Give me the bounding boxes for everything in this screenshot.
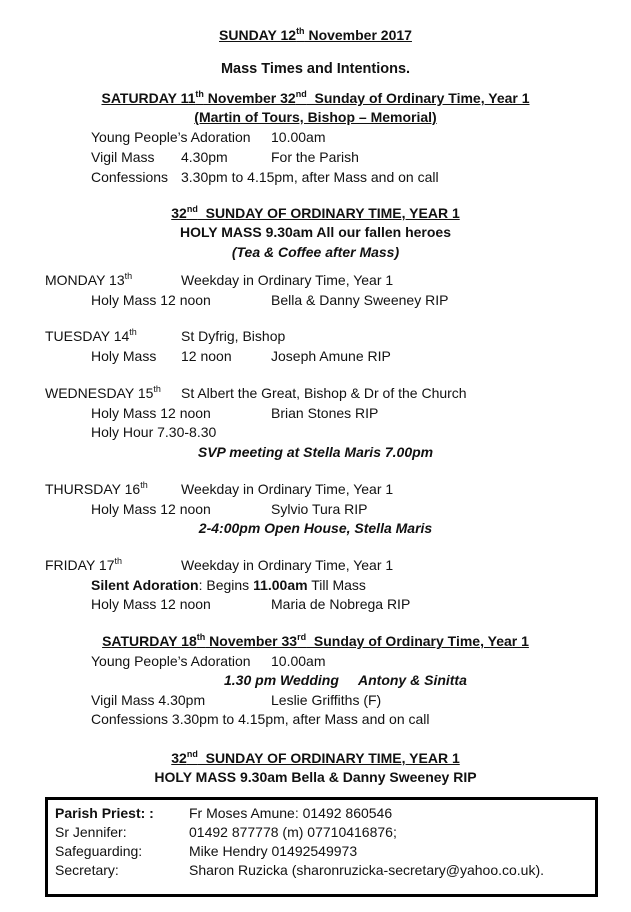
monday-mass: Holy Mass 12 noon xyxy=(91,292,211,308)
thursday-intention: Sylvio Tura RIP xyxy=(271,501,368,517)
sat11-vigil-label: Vigil Mass xyxy=(91,149,155,165)
friday-mass: Holy Mass 12 noon xyxy=(91,596,211,612)
sat11-vigil-intention: For the Parish xyxy=(271,149,359,165)
contact-value-secretary: Sharon Ruzicka (sharonruzicka-secretary@yahoo.co.uk). xyxy=(189,862,545,878)
sat11-adoration-label: Young People’s Adoration xyxy=(91,129,251,145)
tuesday-intention: Joseph Amune RIP xyxy=(271,348,391,364)
tuesday-mass-label: Holy Mass xyxy=(91,348,157,364)
wednesday-holy-hour: Holy Hour 7.30-8.30 xyxy=(91,424,217,440)
thursday-day: THURSDAY 16th xyxy=(45,480,148,497)
sunday-32b-mass: HOLY MASS 9.30am Bella & Danny Sweeney RIP xyxy=(154,769,477,785)
wednesday-day: WEDNESDAY 15th xyxy=(45,384,161,401)
sat11-adoration-time: 10.00am xyxy=(271,129,326,145)
contact-value-sister: 01492 877778 (m) 07710416876; xyxy=(189,824,397,840)
sat11-confessions-text: 3.30pm to 4.15pm, after Mass and on call xyxy=(181,169,439,185)
thursday-mass: Holy Mass 12 noon xyxy=(91,501,211,517)
monday-day: MONDAY 13th xyxy=(45,271,133,288)
tuesday-desc: St Dyfrig, Bishop xyxy=(181,328,286,344)
sat18-confessions: Confessions 3.30pm to 4.15pm, after Mass and on call xyxy=(91,711,430,727)
contact-label-sister: Sr Jennifer: xyxy=(55,824,127,840)
sat18-adoration-label: Young People’s Adoration xyxy=(91,653,251,669)
saturday-11-subtitle: (Martin of Tours, Bishop – Memorial) xyxy=(194,109,437,125)
sat11-vigil-time: 4.30pm xyxy=(181,149,228,165)
sat11-confessions-label: Confessions xyxy=(91,169,169,185)
sat18-wedding-couple: Antony & Sinitta xyxy=(358,672,467,688)
friday-intention: Maria de Nobrega RIP xyxy=(271,596,411,612)
sunday-32-mass: HOLY MASS 9.30am All our fallen heroes xyxy=(179,224,452,240)
thursday-event: 2-4:00pm Open House, Stella Maris xyxy=(198,520,433,536)
monday-intention: Bella & Danny Sweeney RIP xyxy=(271,292,449,308)
sunday-32b-heading: 32nd SUNDAY OF ORDINARY TIME, YEAR 1 xyxy=(171,749,460,766)
sat18-wedding-time: 1.30 pm Wedding xyxy=(224,672,339,688)
contact-label-safeguarding: Safeguarding: xyxy=(55,843,143,859)
page-title: Mass Times and Intentions. xyxy=(220,61,411,77)
contact-label-priest: Parish Priest: : xyxy=(55,805,154,821)
thursday-desc: Weekday in Ordinary Time, Year 1 xyxy=(181,481,394,497)
monday-desc: Weekday in Ordinary Time, Year 1 xyxy=(181,272,394,288)
friday-adoration: Silent Adoration: Begins 11.00am Till Mass xyxy=(91,577,366,593)
contact-value-safeguarding: Mike Hendry 01492549973 xyxy=(189,843,358,859)
contact-value-priest: Fr Moses Amune: 01492 860546 xyxy=(189,805,393,821)
tuesday-mass-time: 12 noon xyxy=(181,348,232,364)
tuesday-day: TUESDAY 14th xyxy=(45,327,137,344)
friday-day: FRIDAY 17th xyxy=(45,556,123,573)
sunday-32-heading: 32nd SUNDAY OF ORDINARY TIME, YEAR 1 xyxy=(171,204,460,221)
sat18-vigil-intention: Leslie Griffiths (F) xyxy=(271,692,382,708)
wednesday-event: SVP meeting at Stella Maris 7.00pm xyxy=(197,444,434,460)
sat18-adoration-time: 10.00am xyxy=(271,653,326,669)
saturday-11-heading: SATURDAY 11th November 32nd Sunday of Ordinary Time, Year 1 xyxy=(101,89,530,106)
friday-desc: Weekday in Ordinary Time, Year 1 xyxy=(181,557,394,573)
bulletin-date: SUNDAY 12th November 2017 xyxy=(219,26,412,43)
sunday-32-note: (Tea & Coffee after Mass) xyxy=(231,244,400,260)
sat18-vigil: Vigil Mass 4.30pm xyxy=(91,692,206,708)
wednesday-mass: Holy Mass 12 noon xyxy=(91,405,211,421)
wednesday-intention: Brian Stones RIP xyxy=(271,405,379,421)
contact-label-secretary: Secretary: xyxy=(55,862,119,878)
wednesday-desc: St Albert the Great, Bishop & Dr of the Church xyxy=(181,385,467,401)
saturday-18-heading: SATURDAY 18th November 33rd Sunday of Ordinary Time, Year 1 xyxy=(102,632,529,649)
